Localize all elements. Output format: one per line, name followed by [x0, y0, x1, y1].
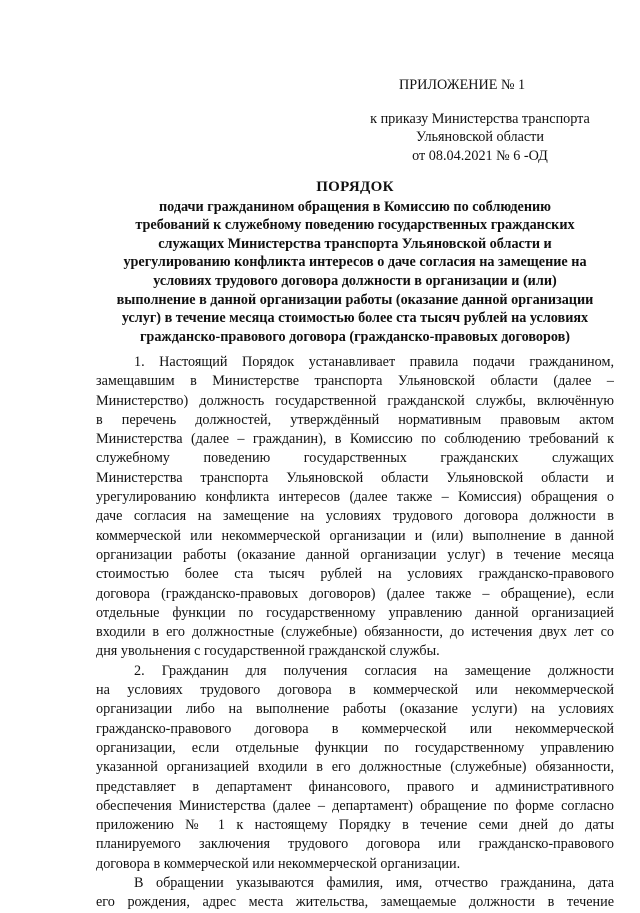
- paragraph-3-line: его рождения, адрес места жительства, замещаемые должности в течение: [96, 894, 614, 911]
- document-subtitle-line: условиях трудового договора должности в организации и (или): [153, 272, 557, 289]
- document-subtitle-line: требований к служебному поведению государственных гражданских: [135, 217, 575, 234]
- paragraph-1-line: 1. Настоящий Порядок устанавливает правила подачи гражданином,: [134, 354, 614, 370]
- paragraph-2-line: указанной организацией входили в его должностные (служебные) обязанности,: [96, 759, 614, 776]
- appendix-title: ПРИЛОЖЕНИЕ № 1: [399, 77, 526, 93]
- paragraph-1-line: Министерства транспорта Ульяновской области Ульяновской области и: [96, 469, 614, 486]
- paragraph-2-line: представляет в департамент финансового, правого и административного: [96, 778, 614, 795]
- appendix-header: [345, 76, 615, 165]
- paragraph-1-line: дня увольнения с государственной гражданской службы.: [96, 643, 440, 660]
- paragraph-3-line: В обращении указываются фамилия, имя, отчество гражданина, дата: [134, 875, 614, 892]
- document-title-block: [96, 178, 614, 346]
- paragraph-2-line: планируемого заключения трудового договора или гражданско-правового: [96, 836, 614, 853]
- paragraph-1-line: отдельные функции по государственному управлению данной организацией: [96, 604, 614, 621]
- paragraph-1-line: даче согласия на замещение на условиях трудового договора должности в: [96, 508, 614, 525]
- paragraph-1-line: служебному поведению государственных гражданских служащих: [96, 450, 614, 467]
- paragraph-2-line: 2. Гражданин для получения согласия на замещение должности: [134, 662, 614, 679]
- document-subtitle-line: услуг) в течение месяца стоимостью более ста тысяч рублей на условиях: [121, 310, 589, 327]
- document-title: ПОРЯДОК: [316, 179, 394, 195]
- document-subtitle-line: гражданско-правового договора (гражданско-правовых договоров): [139, 328, 570, 345]
- paragraph-2-line: приложению № 1 к настоящему Порядку в течение семи дней до даты: [96, 817, 614, 834]
- paragraph-1-line: Министерство) должность государственной гражданской службы, включённую: [96, 392, 614, 409]
- paragraph-1-line: урегулированию конфликта интересов (далее также – Комиссия) обращения о: [96, 489, 614, 506]
- paragraph-2-line: договора в коммерческой или некоммерческой организации.: [96, 855, 461, 872]
- paragraph-2-line: организации, если отдельные функции по государственному управлению: [96, 739, 614, 756]
- paragraph-2-line: обеспечения Министерства (далее – департамент) обращение по форме согласно: [96, 797, 614, 814]
- paragraph-1-line: Министерства (далее – гражданин), в Комиссию по соблюдению требований к: [96, 431, 614, 448]
- paragraph-2-line: на условиях трудового договора в коммерческой или некоммерческой: [96, 682, 614, 699]
- document-subtitle-line: урегулированию конфликта интересов о даче согласия на замещение на: [123, 254, 587, 271]
- document-subtitle-line: выполнение в данной организации работы (оказание данной организации: [116, 291, 594, 308]
- order-reference-line: Ульяновской области: [416, 129, 544, 146]
- document-subtitle-line: подачи гражданином обращения в Комиссию по соблюдению: [158, 198, 552, 215]
- paragraph-1-line: коммерческой или некоммерческой организации и (или) выполнение в данной: [96, 527, 614, 544]
- paragraph-1-line: входили в его должностные (служебные) обязанности, до истечения двух лет со: [96, 624, 614, 641]
- paragraph-1-line: договора (гражданско-правовых договоров) (далее также – обращение), если: [96, 585, 614, 602]
- paragraph-1-line: в перечень должностей, утверждённый нормативным правовым актом: [96, 411, 614, 428]
- document-subtitle-line: служащих Министерства транспорта Ульяновской области и: [158, 235, 552, 252]
- paragraph-1-line: стоимостью более ста тысяч рублей на условиях гражданско-правового: [96, 566, 614, 583]
- paragraph-1-line: организации работы (оказание данной организации услуг) в течение месяца: [96, 546, 614, 563]
- order-reference-line: от 08.04.2021 № 6 -ОД: [412, 147, 548, 164]
- document-body: [96, 353, 614, 913]
- paragraph-2-line: гражданско-правового договора в коммерческой или некоммерческой: [96, 720, 614, 737]
- paragraph-1-line: замещавшим в Министерстве транспорта Ульяновской области (далее –: [96, 373, 614, 390]
- order-reference-line: к приказу Министерства транспорта: [370, 110, 590, 127]
- paragraph-2-line: организации либо на выполнение работы (оказание услуги) на условиях: [96, 701, 614, 718]
